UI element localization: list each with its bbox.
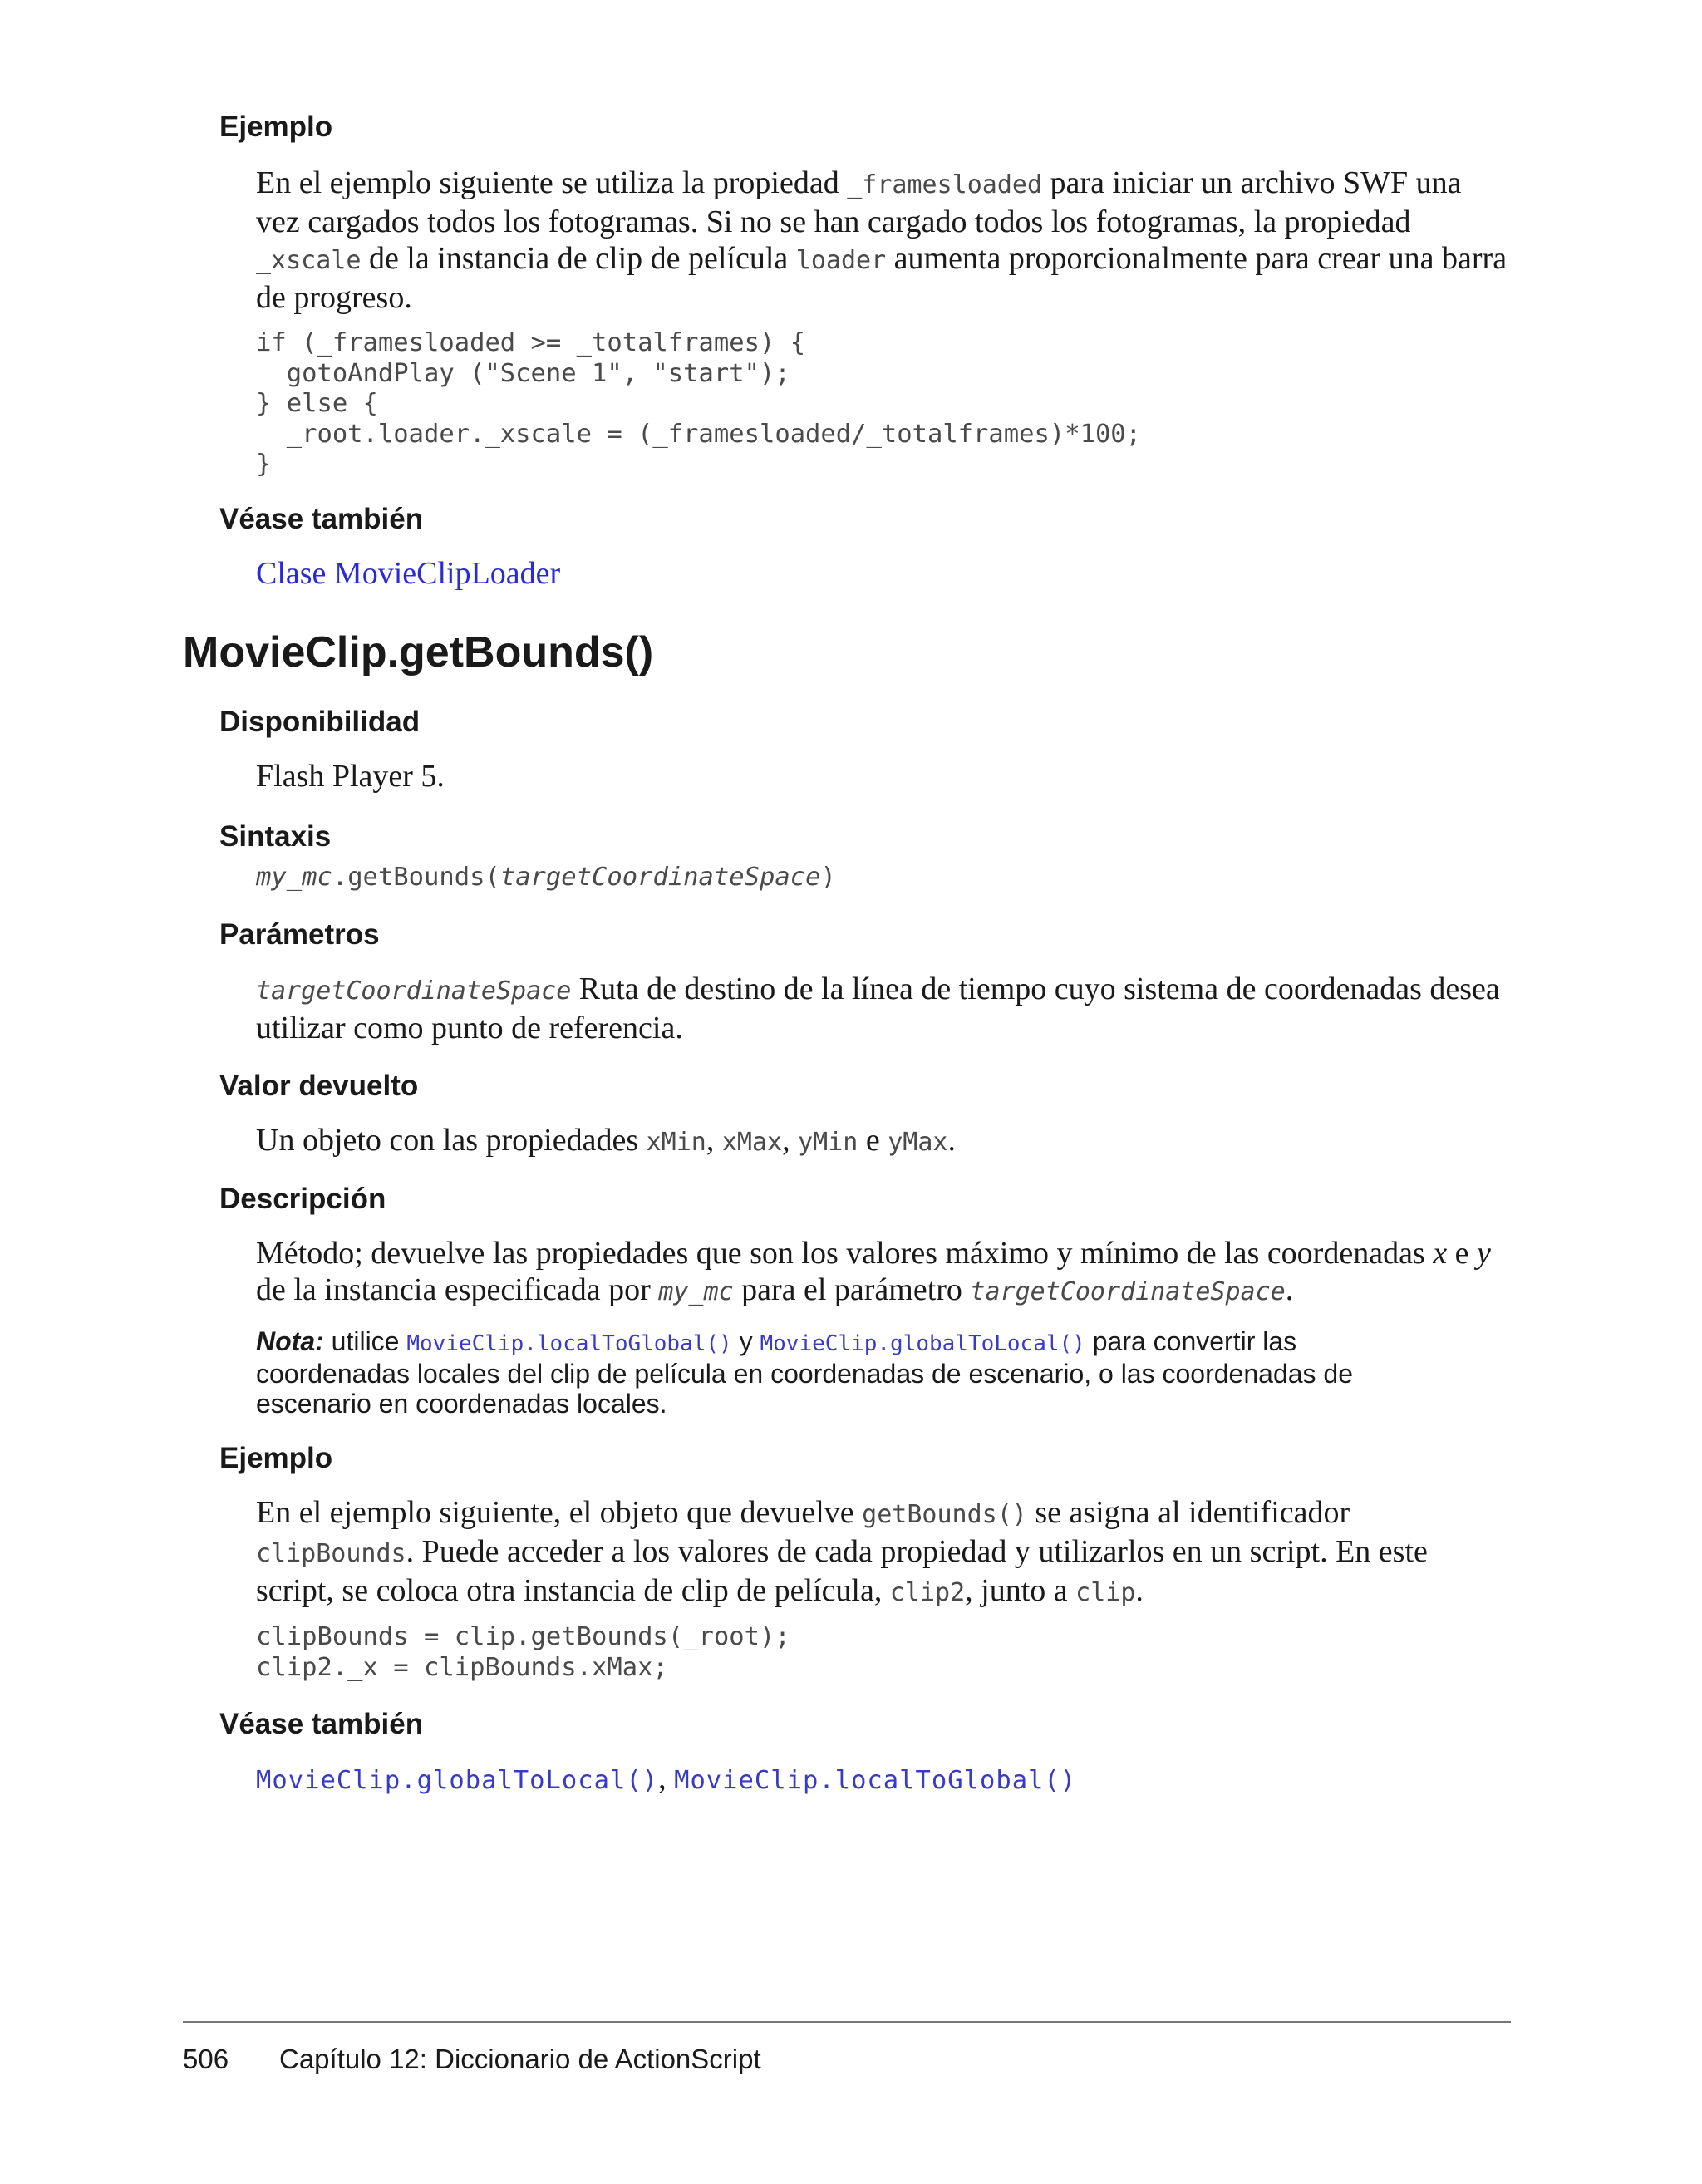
text-run: , junto a xyxy=(965,1573,1076,1608)
code-inline: getBounds() xyxy=(862,1500,1027,1529)
text-run: utilice xyxy=(323,1326,407,1356)
parametros-text xyxy=(256,971,1511,1046)
ejemplo-paragraph xyxy=(256,165,1511,316)
code-line: clipBounds = clip.getBounds(_root); xyxy=(256,1622,790,1651)
text-run: Un objeto con las propiedades xyxy=(256,1123,647,1158)
valor-text xyxy=(256,1122,1511,1161)
link-global-to-local[interactable]: MovieClip.globalToLocal() xyxy=(760,1331,1085,1356)
syntax-object: my_mc xyxy=(256,863,332,892)
separator: , xyxy=(658,1761,675,1796)
text-run: Ruta de destino de la línea de tiempo cuyo sistema de coordenadas desea utilizar como punto de referencia. xyxy=(256,971,1500,1045)
text-run: . xyxy=(1135,1573,1144,1608)
code-inline: yMin xyxy=(798,1128,858,1157)
disponibilidad-text: Flash Player 5. xyxy=(256,759,445,794)
link-local-to-global[interactable]: MovieClip.localToGlobal() xyxy=(406,1331,732,1356)
text-run: . xyxy=(947,1123,956,1158)
text-run: de la instancia especificada por xyxy=(256,1272,659,1307)
var-y: y xyxy=(1476,1236,1491,1271)
code-inline: targetCoordinateSpace xyxy=(970,1277,1286,1306)
text-run: aumenta proporcionalmente para crear una barra de progreso. xyxy=(256,241,1508,315)
link-global-to-local[interactable]: MovieClip.globalToLocal() xyxy=(256,1766,659,1795)
see-also-links xyxy=(256,1760,1511,1799)
text-run: y xyxy=(731,1326,760,1356)
ejemplo2-paragraph xyxy=(256,1494,1511,1611)
syntax-method: .getBounds( xyxy=(332,863,500,892)
text-run: , xyxy=(782,1123,799,1158)
text-run: . xyxy=(1285,1272,1294,1307)
code-inline: clip2 xyxy=(889,1578,966,1607)
note-label: Nota: xyxy=(256,1326,324,1356)
code-inline: xMin xyxy=(646,1128,706,1157)
text-run: se asigna al identificador xyxy=(1026,1495,1350,1530)
code-inline: my_mc xyxy=(658,1277,734,1306)
text-run: para iniciar un archivo SWF una vez cargados todos los fotogramas. Si no se han cargado todos los fotogramas, la propiedad xyxy=(256,165,1462,239)
heading-ejemplo-2: Ejemplo xyxy=(219,1442,333,1474)
footer-rule xyxy=(183,2021,1511,2023)
heading-ejemplo: Ejemplo xyxy=(219,111,333,143)
syntax-param: targetCoordinateSpace xyxy=(499,863,821,892)
code-block-getbounds xyxy=(256,1622,790,1683)
code-line: if (_framesloaded >= _totalframes) { xyxy=(256,328,806,357)
code-line: gotoAndPlay ("Scene 1", "start"); xyxy=(256,358,790,388)
page-number: 506 xyxy=(183,2044,229,2074)
code-inline: yMax xyxy=(888,1128,948,1157)
see-also-paragraph xyxy=(256,555,1511,592)
code-line: } else { xyxy=(256,389,378,418)
text-run: . Puede acceder a los valores de cada propiedad y utilizarlos en un script. En este script, se coloca otra instancia de clip de película, xyxy=(256,1534,1428,1608)
code-inline: clipBounds xyxy=(256,1539,406,1568)
code-line: _root.loader._xscale = (_framesloaded/_totalframes)*100; xyxy=(256,419,1142,449)
code-inline: loader xyxy=(795,246,887,275)
heading-valor-devuelto: Valor devuelto xyxy=(219,1070,419,1102)
section-title: MovieClip.getBounds() xyxy=(183,628,654,676)
descripcion-text xyxy=(256,1235,1511,1311)
heading-vease-tambien-2: Véase también xyxy=(219,1708,424,1740)
syntax-line xyxy=(256,863,836,893)
text-run: de la instancia de clip de película xyxy=(361,241,796,276)
text-run: e xyxy=(858,1123,888,1158)
link-local-to-global[interactable]: MovieClip.localToGlobal() xyxy=(674,1766,1077,1795)
code-inline: _xscale xyxy=(256,246,362,275)
syntax-close: ) xyxy=(820,863,836,892)
text-run: Método; devuelve las propiedades que son los valores máximo y mínimo de las coordenadas xyxy=(256,1236,1434,1271)
code-block-framesloaded xyxy=(256,328,1141,480)
var-x: x xyxy=(1433,1236,1448,1271)
text-run: para el parámetro xyxy=(733,1272,971,1307)
heading-descripcion: Descripción xyxy=(219,1183,386,1215)
heading-parametros: Parámetros xyxy=(219,918,380,951)
heading-sintaxis: Sintaxis xyxy=(219,820,332,853)
chapter-title: Capítulo 12: Diccionario de ActionScript xyxy=(279,2044,761,2074)
heading-vease-tambien: Véase también xyxy=(219,503,424,535)
code-line: clip2._x = clipBounds.xMax; xyxy=(256,1652,668,1682)
code-line: } xyxy=(256,450,272,479)
text-run: e xyxy=(1447,1236,1477,1271)
text-run: para convertir las coordenadas locales del clip de película en coordenadas de escenario, o las coordenadas de escenario en coordenadas locales. xyxy=(256,1326,1354,1419)
link-movieclip-loader[interactable]: Clase MovieClipLoader xyxy=(256,556,561,591)
text-run: En el ejemplo siguiente, el objeto que devuelve xyxy=(256,1495,863,1530)
param-name: targetCoordinateSpace xyxy=(256,976,572,1006)
code-inline: clip xyxy=(1075,1578,1136,1607)
heading-disponibilidad: Disponibilidad xyxy=(219,706,421,738)
text-run: En el ejemplo siguiente se utiliza la propiedad xyxy=(256,165,848,200)
code-inline: _framesloaded xyxy=(847,170,1043,199)
code-inline: xMax xyxy=(721,1128,783,1157)
note-paragraph xyxy=(256,1326,1453,1419)
text-run: , xyxy=(706,1123,722,1158)
